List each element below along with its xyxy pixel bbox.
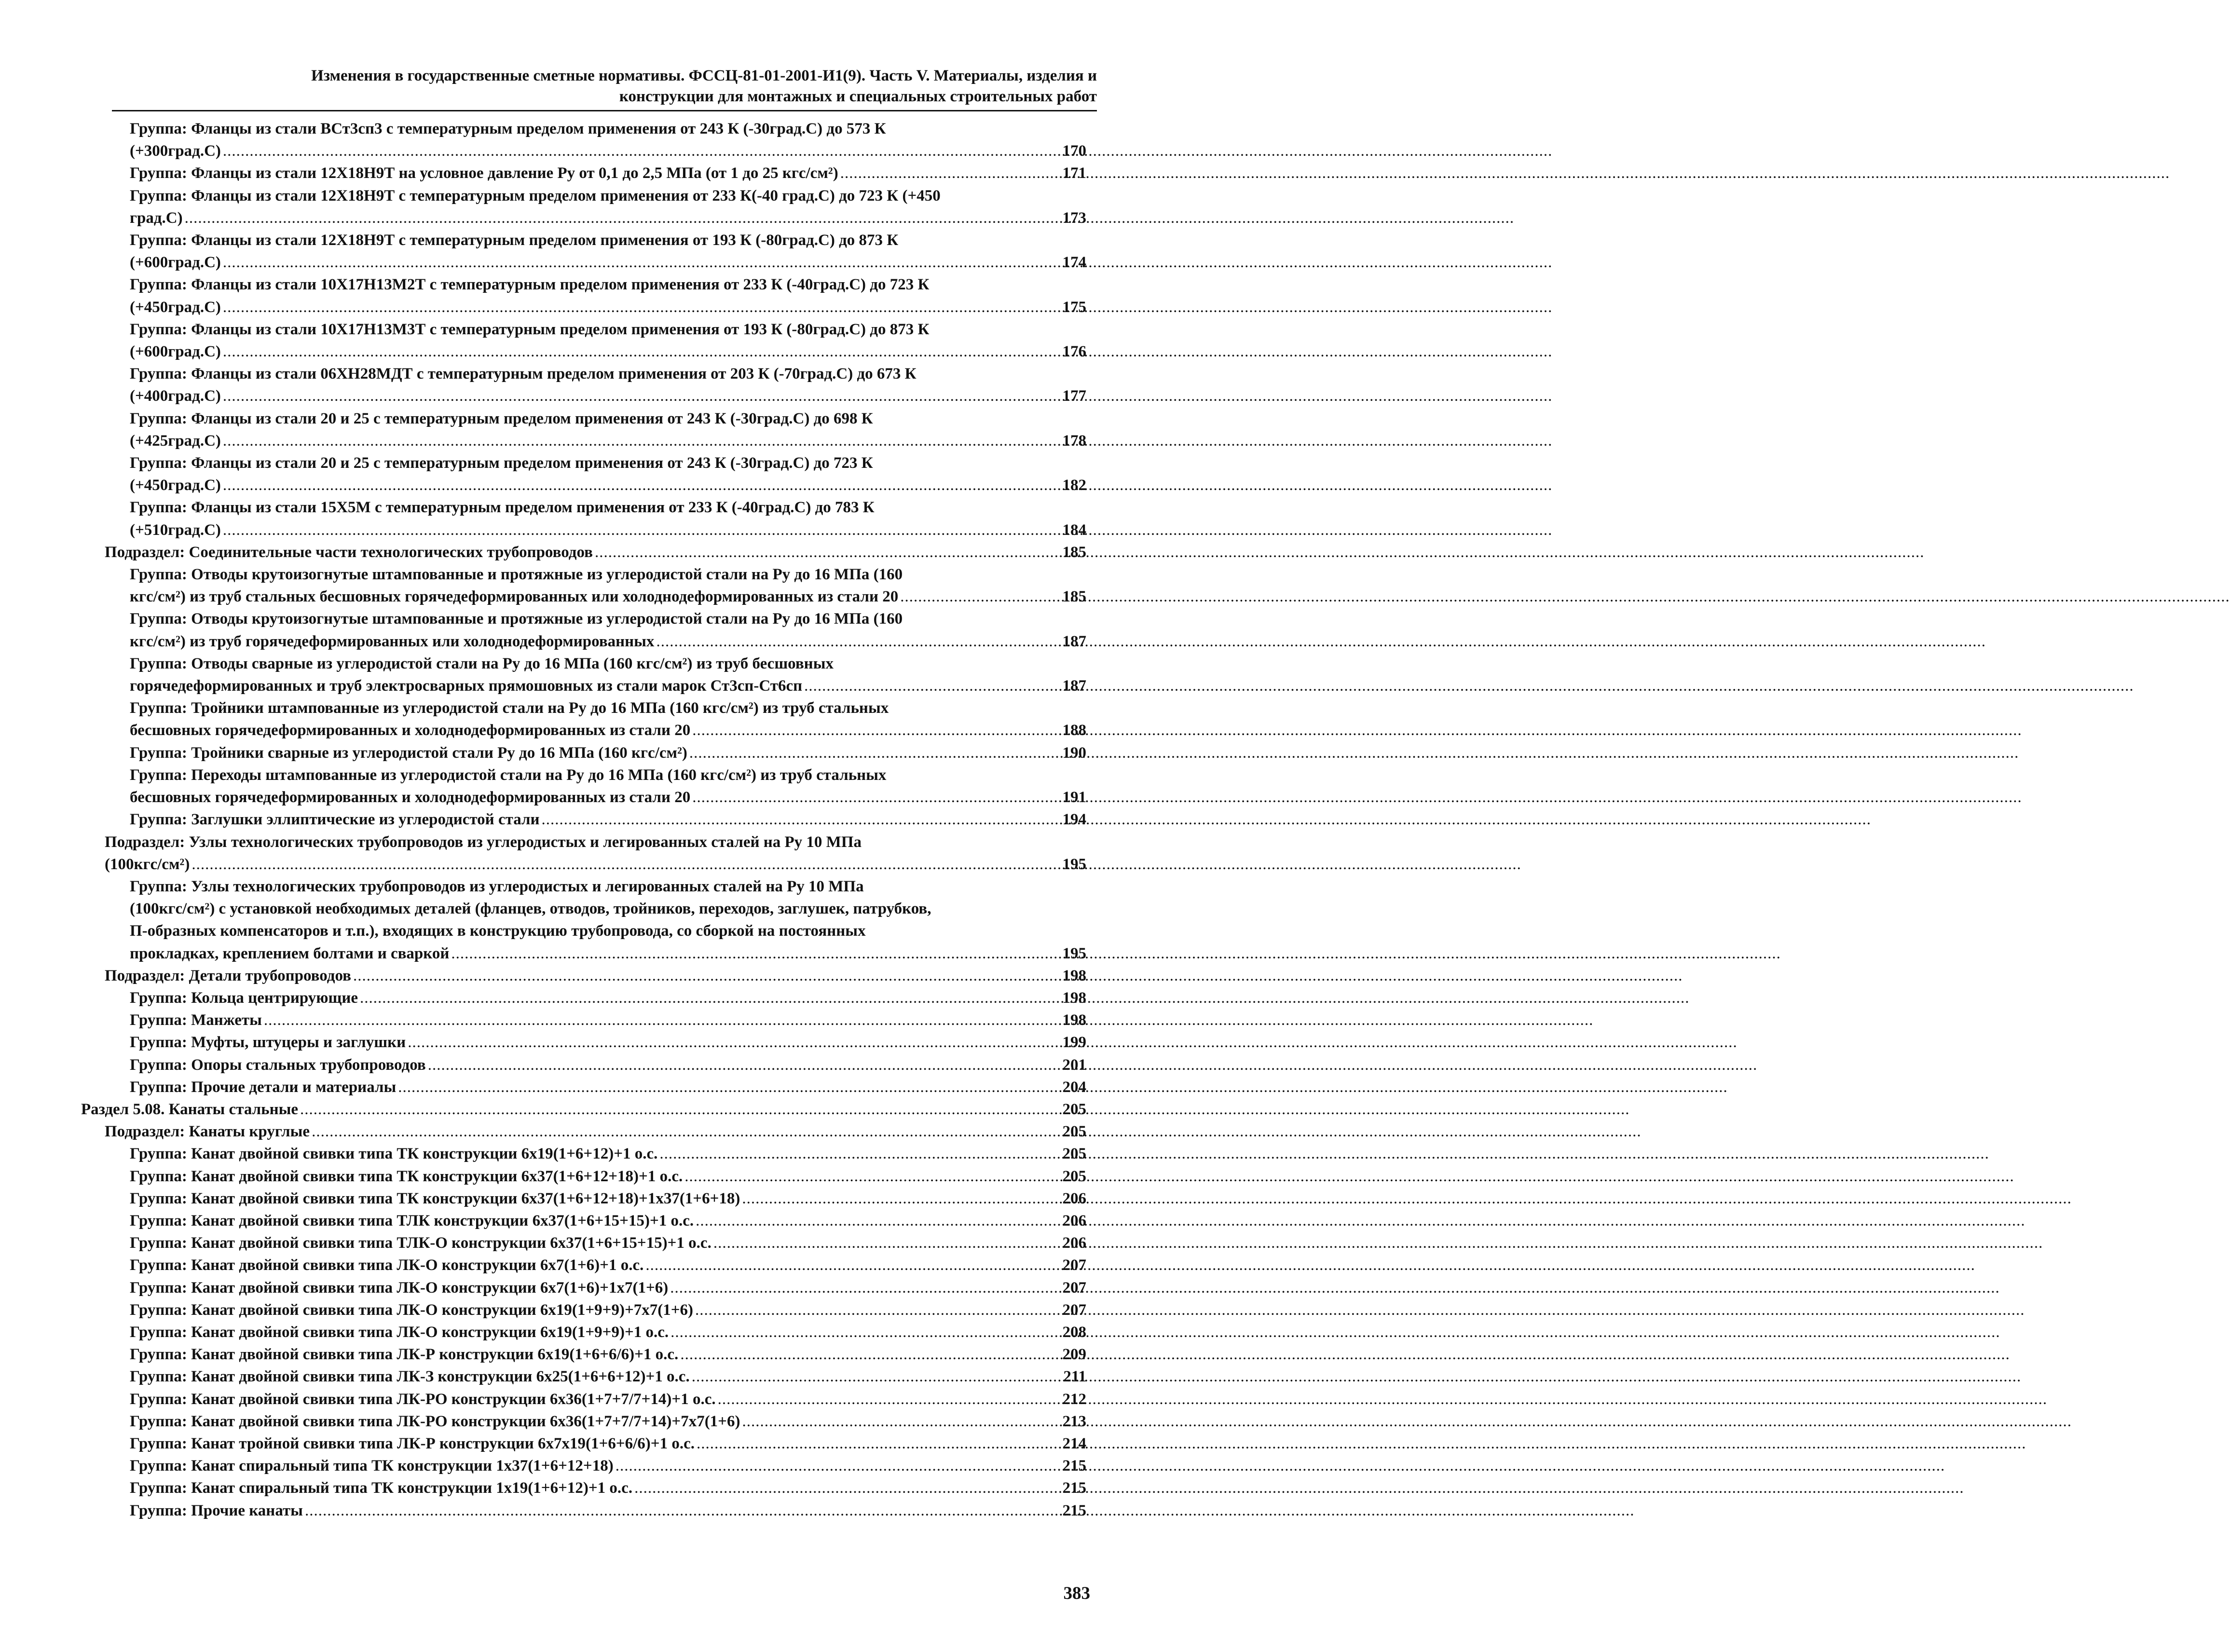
toc-entry-text: Группа: Отводы сварные из углеродистой стали на Ру до 16 МПа (160 кгс/см²) из труб бесшовных bbox=[130, 655, 834, 672]
toc-page-number: 206 bbox=[1062, 1189, 1086, 1207]
toc-group[interactable] bbox=[130, 452, 1086, 496]
toc-entry-text: (100кгс/см²) bbox=[105, 855, 190, 873]
toc-entry-text: (100кгс/см²) с установкой необходимых деталей (фланцев, отводов, тройников, переходов, заглушек, патрубков, bbox=[130, 900, 931, 918]
toc-group[interactable] bbox=[130, 1500, 1086, 1522]
toc-entry-last-line bbox=[105, 1120, 1086, 1143]
toc-group[interactable] bbox=[130, 1388, 1086, 1410]
toc-page-number: 198 bbox=[1062, 989, 1086, 1007]
toc-group[interactable] bbox=[130, 1076, 1086, 1098]
dot-leader bbox=[669, 1321, 1056, 1343]
toc-page-number: 184 bbox=[1062, 521, 1086, 539]
toc-entry-text: Группа: Опоры стальных трубопроводов bbox=[130, 1056, 426, 1074]
toc-entry-text: Группа: Фланцы из стали 12Х18Н9Т с температурным пределом применения от 193 К (-80град.С) до 873 К bbox=[130, 232, 899, 249]
dot-leader bbox=[298, 1098, 1056, 1120]
dot-leader bbox=[221, 474, 1056, 496]
toc-group[interactable] bbox=[130, 1254, 1086, 1276]
toc-group[interactable] bbox=[130, 563, 1086, 608]
header-line-1: Изменения в государственные сметные нормативы. ФССЦ-81-01-2001-И1(9). Часть V. Материалы, изделия и bbox=[311, 67, 1097, 84]
dot-leader bbox=[221, 430, 1056, 452]
toc-group[interactable] bbox=[130, 496, 1086, 541]
toc-entry-last-line bbox=[130, 1254, 1086, 1276]
toc-entry-text: горячедеформированных и труб электросварных прямошовных из стали марок Ст3сп-Ст6сп bbox=[130, 677, 803, 695]
dot-leader bbox=[898, 586, 1056, 608]
toc-page-number: 188 bbox=[1062, 722, 1086, 739]
dot-leader bbox=[396, 1076, 1056, 1098]
toc-entry-text: Группа: Канат двойной свивки типа ЛК-РО конструкции 6х36(1+7+7/7+14)+7х7(1+6) bbox=[130, 1412, 740, 1430]
toc-entry-last-line bbox=[130, 385, 1086, 407]
toc-entry-last-line bbox=[130, 1031, 1086, 1053]
toc-group[interactable] bbox=[130, 1343, 1086, 1365]
toc-page-number: 204 bbox=[1062, 1078, 1086, 1096]
toc-page-number: 199 bbox=[1062, 1034, 1086, 1051]
toc-page-number: 174 bbox=[1062, 254, 1086, 272]
toc-entry-text: Группа: Канат тройной свивки типа ЛК-Р конструкции 6х7х19(1+6+6/6)+1 о.с. bbox=[130, 1434, 695, 1452]
toc-entry-text: Группа: Фланцы из стали 10Х17Н13М2Т с температурным пределом применения от 233 К (-40град.С) до 723 К bbox=[130, 276, 930, 294]
toc-page-number: 207 bbox=[1062, 1301, 1086, 1319]
toc-entry-text: град.С) bbox=[130, 209, 183, 227]
toc-page-number: 177 bbox=[1062, 387, 1086, 405]
toc-entry-last-line bbox=[130, 1477, 1086, 1499]
toc-page-number: 175 bbox=[1062, 298, 1086, 316]
toc-entry-last-line bbox=[130, 742, 1086, 764]
dot-leader bbox=[221, 341, 1056, 363]
toc-group[interactable] bbox=[130, 1455, 1086, 1477]
toc-entry-text: Группа: Муфты, штуцеры и заглушки bbox=[130, 1034, 406, 1051]
table-of-contents bbox=[0, 118, 1168, 1522]
toc-entry-last-line bbox=[105, 853, 1086, 875]
toc-group[interactable] bbox=[130, 1165, 1086, 1188]
toc-group[interactable] bbox=[130, 1009, 1086, 1031]
dot-leader bbox=[183, 207, 1056, 229]
toc-page-number: 215 bbox=[1062, 1457, 1086, 1475]
toc-page-number: 206 bbox=[1062, 1234, 1086, 1252]
toc-page-number: 182 bbox=[1062, 477, 1086, 494]
toc-entry-text: Группа: Канат двойной свивки типа ЛК-Р конструкции 6х19(1+6+6/6)+1 о.с. bbox=[130, 1346, 679, 1364]
dot-leader bbox=[221, 251, 1056, 273]
toc-entry-last-line bbox=[105, 541, 1086, 563]
toc-entry-text: Группа: Канат двойной свивки типа ТЛК конструкции 6х37(1+6+15+15)+1 о.с. bbox=[130, 1212, 694, 1229]
toc-entry-last-line bbox=[105, 965, 1086, 987]
toc-group[interactable] bbox=[130, 742, 1086, 764]
toc-page-number: 208 bbox=[1062, 1323, 1086, 1341]
dot-leader bbox=[593, 541, 1056, 563]
toc-entry-text: Группа: Узлы технологических трубопроводов из углеродистых и легированных сталей на Ру 10 МПа bbox=[130, 877, 864, 895]
toc-entry-last-line bbox=[130, 1210, 1086, 1232]
toc-entry-last-line bbox=[130, 1143, 1086, 1165]
dot-leader bbox=[668, 1277, 1056, 1299]
toc-group[interactable] bbox=[130, 273, 1086, 318]
toc-entry-last-line bbox=[130, 942, 1086, 965]
dot-leader bbox=[449, 942, 1056, 965]
toc-page-number: 190 bbox=[1062, 744, 1086, 762]
dot-leader bbox=[426, 1054, 1056, 1076]
toc-entry-text: Группа: Фланцы из стали ВСт3сп3 с температурным пределом применения от 243 К (-30град.С) до 573 К bbox=[130, 120, 886, 137]
dot-leader bbox=[838, 162, 1056, 184]
toc-entry-text: Группа: Отводы крутоизогнутые штампованные и протяжные из углеродистой стали на Ру до 16 МПа (160 bbox=[130, 566, 903, 584]
dot-leader bbox=[540, 808, 1056, 831]
toc-entry-text: Раздел 5.08. Канаты стальные bbox=[81, 1100, 298, 1118]
toc-entry-last-line bbox=[130, 1188, 1086, 1210]
running-header bbox=[163, 66, 1097, 107]
toc-subsection[interactable] bbox=[105, 965, 1086, 987]
toc-page-number: 214 bbox=[1062, 1434, 1086, 1452]
dot-leader bbox=[310, 1120, 1056, 1143]
toc-entry-last-line bbox=[130, 1410, 1086, 1433]
toc-entry-text: (+425град.С) bbox=[130, 432, 221, 450]
dot-leader bbox=[221, 140, 1056, 162]
toc-entry-text: П-образных компенсаторов и т.п.), входящих в конструкцию трубопровода, со сборкой на постоянных bbox=[130, 922, 866, 940]
toc-entry-text: (+600град.С) bbox=[130, 343, 221, 361]
dot-leader bbox=[695, 1433, 1056, 1455]
toc-group[interactable] bbox=[130, 1188, 1086, 1210]
toc-entry-text: (+600град.С) bbox=[130, 254, 221, 272]
toc-entry-text: кгс/см²) из труб стальных бесшовных горячедеформированных или холоднодеформированных из стали 20 bbox=[130, 588, 899, 606]
toc-page-number: 173 bbox=[1062, 209, 1086, 227]
dot-leader bbox=[690, 786, 1056, 808]
toc-entry-text: Группа: Прочие канаты bbox=[130, 1502, 303, 1519]
toc-entry-last-line bbox=[130, 1455, 1086, 1477]
toc-entry-text: Группа: Отводы крутоизогнутые штампованные и протяжные из углеродистой стали на Ру до 16 МПа (160 bbox=[130, 610, 903, 628]
toc-entry-text: Группа: Канат спиральный типа ТК конструкции 1х19(1+6+12)+1 о.с. bbox=[130, 1479, 633, 1497]
toc-page-number: 209 bbox=[1062, 1346, 1086, 1364]
toc-entry-text: Группа: Канат двойной свивки типа ЛК-РО конструкции 6х36(1+7+7/7+14)+1 о.с. bbox=[130, 1390, 716, 1408]
toc-group[interactable] bbox=[130, 1143, 1086, 1165]
dot-leader bbox=[683, 1165, 1056, 1188]
toc-page-number: 185 bbox=[1062, 543, 1086, 561]
page-number: 383 bbox=[1063, 1584, 1090, 1603]
toc-group[interactable] bbox=[130, 162, 1086, 184]
toc-entry-text: Группа: Канат двойной свивки типа ЛК-О конструкции 6х19(1+9+9)+1 о.с. bbox=[130, 1323, 669, 1341]
toc-entry-text: (+300град.С) bbox=[130, 142, 221, 160]
toc-entry-text: Группа: Канат двойной свивки типа ЛК-О конструкции 6х7(1+6)+1х7(1+6) bbox=[130, 1279, 669, 1297]
toc-entry-last-line bbox=[130, 808, 1086, 831]
toc-entry-text: кгс/см²) из труб горячедеформированных или холоднодеформированных bbox=[130, 632, 655, 650]
header-line-2: конструкции для монтажных и специальных строительных работ bbox=[619, 88, 1097, 105]
toc-entry-last-line bbox=[130, 1299, 1086, 1321]
dot-leader bbox=[716, 1388, 1056, 1410]
toc-entry-text: Группа: Заглушки эллиптические из углеродистой стали bbox=[130, 811, 540, 829]
toc-entry-last-line bbox=[130, 1365, 1086, 1388]
toc-page-number: 213 bbox=[1062, 1412, 1086, 1430]
toc-group[interactable] bbox=[130, 1477, 1086, 1499]
dot-leader bbox=[711, 1232, 1056, 1254]
toc-page-number: 205 bbox=[1062, 1123, 1086, 1141]
toc-page-number: 212 bbox=[1062, 1390, 1086, 1408]
toc-entry-last-line bbox=[130, 1232, 1086, 1254]
toc-entry-text: Подраздел: Соединительные части технологических трубопроводов bbox=[105, 543, 593, 561]
dot-leader bbox=[351, 965, 1056, 987]
toc-entry-last-line bbox=[130, 341, 1086, 363]
toc-subsection[interactable] bbox=[105, 831, 1086, 875]
toc-entry-text: Группа: Канат двойной свивки типа ТК конструкции 6х37(1+6+12+18)+1 о.с. bbox=[130, 1167, 683, 1185]
toc-group[interactable] bbox=[130, 764, 1086, 808]
toc-entry-text: Группа: Канат двойной свивки типа ТК конструкции 6х37(1+6+12+18)+1х37(1+6+18) bbox=[130, 1189, 740, 1207]
dot-leader bbox=[687, 742, 1056, 764]
toc-entry-text: бесшовных горячедеформированных и холоднодеформированных из стали 20 bbox=[130, 789, 691, 806]
toc-page-number: 207 bbox=[1062, 1256, 1086, 1274]
dot-leader bbox=[693, 1299, 1056, 1321]
toc-entry-text: Группа: Канат спиральный типа ТК конструкции 1х37(1+6+12+18) bbox=[130, 1457, 614, 1475]
toc-page-number: 187 bbox=[1062, 632, 1086, 650]
toc-page-number: 215 bbox=[1062, 1502, 1086, 1519]
toc-entry-last-line bbox=[130, 987, 1086, 1009]
toc-entry-text: Группа: Канат двойной свивки типа ЛК-З конструкции 6х25(1+6+6+12)+1 о.с. bbox=[130, 1368, 690, 1386]
toc-entry-last-line bbox=[130, 474, 1086, 496]
toc-section[interactable] bbox=[81, 1098, 1086, 1120]
toc-page-number: 211 bbox=[1063, 1368, 1086, 1386]
dot-leader bbox=[690, 719, 1056, 741]
dot-leader bbox=[657, 1143, 1056, 1165]
dot-leader bbox=[221, 385, 1056, 407]
toc-group[interactable] bbox=[130, 363, 1086, 407]
toc-entry-text: Подраздел: Канаты круглые bbox=[105, 1123, 310, 1141]
toc-entry-last-line bbox=[130, 786, 1086, 808]
toc-page-number: 194 bbox=[1062, 811, 1086, 829]
toc-entry-text: бесшовных горячедеформированных и холоднодеформированных из стали 20 bbox=[130, 722, 691, 739]
toc-group[interactable] bbox=[130, 1277, 1086, 1299]
toc-page-number: 185 bbox=[1062, 588, 1086, 606]
toc-group[interactable] bbox=[130, 697, 1086, 741]
toc-entry-text: (+450град.С) bbox=[130, 477, 221, 494]
toc-page-number: 178 bbox=[1062, 432, 1086, 450]
toc-group[interactable] bbox=[130, 1433, 1086, 1455]
toc-group[interactable] bbox=[130, 1321, 1086, 1343]
toc-entry-last-line bbox=[130, 630, 1086, 653]
toc-group[interactable] bbox=[130, 653, 1086, 697]
toc-entry-last-line bbox=[130, 1054, 1086, 1076]
toc-entry-text: Группа: Канат двойной свивки типа ТК конструкции 6х19(1+6+12)+1 о.с. bbox=[130, 1145, 658, 1163]
toc-entry-text: Группа: Фланцы из стали 06ХН28МДТ с температурным пределом применения от 203 К (-70град.С) до 673 К bbox=[130, 365, 917, 383]
toc-entry-last-line bbox=[130, 1433, 1086, 1455]
toc-group[interactable] bbox=[130, 1365, 1086, 1388]
toc-entry-last-line bbox=[130, 207, 1086, 229]
toc-entry-last-line bbox=[130, 519, 1086, 541]
toc-entry-last-line bbox=[130, 1009, 1086, 1031]
toc-group[interactable] bbox=[130, 229, 1086, 273]
toc-group[interactable] bbox=[130, 185, 1086, 229]
dot-leader bbox=[406, 1031, 1056, 1053]
toc-entry-last-line bbox=[130, 1321, 1086, 1343]
toc-entry-last-line bbox=[130, 251, 1086, 273]
toc-entry-last-line bbox=[81, 1098, 1086, 1120]
toc-entry-text: Группа: Канат двойной свивки типа ЛК-О конструкции 6х19(1+9+9)+7х7(1+6) bbox=[130, 1301, 694, 1319]
toc-entry-text: Группа: Фланцы из стали 10Х17Н13М3Т с температурным пределом применения от 193 К (-80град.С) до 873 К bbox=[130, 320, 930, 338]
toc-page-number: 201 bbox=[1062, 1056, 1086, 1074]
dot-leader bbox=[654, 630, 1056, 653]
toc-entry-last-line bbox=[130, 140, 1086, 162]
toc-entry-last-line bbox=[130, 1277, 1086, 1299]
toc-entry-text: (+510град.С) bbox=[130, 521, 221, 539]
toc-page-number: 187 bbox=[1062, 677, 1086, 695]
toc-subsection[interactable] bbox=[105, 541, 1086, 563]
toc-group[interactable] bbox=[130, 1210, 1086, 1232]
toc-entry-last-line bbox=[130, 719, 1086, 741]
dot-leader bbox=[740, 1410, 1056, 1433]
dot-leader bbox=[632, 1477, 1056, 1499]
toc-entry-text: Группа: Тройники сварные из углеродистой стали Ру до 16 МПа (160 кгс/см²) bbox=[130, 744, 687, 762]
toc-page-number: 205 bbox=[1062, 1100, 1086, 1118]
toc-entry-last-line bbox=[130, 586, 1086, 608]
toc-entry-text: прокладках, креплением болтами и сваркой bbox=[130, 944, 450, 962]
toc-entry-last-line bbox=[130, 1388, 1086, 1410]
toc-entry-text: (+400град.С) bbox=[130, 387, 221, 405]
toc-page-number: 198 bbox=[1062, 1011, 1086, 1029]
toc-entry-text: Группа: Фланцы из стали 12Х18Н9Т на условное давление Ру от 0,1 до 2,5 МПа (от 1 до 25 кгс/см²) bbox=[130, 164, 838, 182]
toc-entry-text: Группа: Фланцы из стали 15Х5М с температурным пределом применения от 233 К (-40град.С) до 783 К bbox=[130, 499, 875, 517]
dot-leader bbox=[358, 987, 1056, 1009]
toc-entry-text: Подраздел: Узлы технологических трубопроводов из углеродистых и легированных сталей на Ру 10 МПа bbox=[105, 833, 862, 851]
dot-leader bbox=[690, 1365, 1056, 1388]
toc-entry-text: Группа: Тройники штампованные из углеродистой стали на Ру до 16 МПа (160 кгс/см²) из труб стальных bbox=[130, 699, 889, 717]
toc-entry-text: Группа: Фланцы из стали 20 и 25 с температурным пределом применения от 243 К (-30град.С) до 723 К bbox=[130, 454, 873, 472]
toc-entry-last-line bbox=[130, 1500, 1086, 1522]
toc-group[interactable] bbox=[130, 1410, 1086, 1433]
toc-group[interactable] bbox=[130, 1031, 1086, 1053]
dot-leader bbox=[802, 675, 1056, 697]
dot-leader bbox=[643, 1254, 1056, 1276]
toc-group[interactable] bbox=[130, 987, 1086, 1009]
dot-leader bbox=[303, 1500, 1056, 1522]
toc-entry-last-line bbox=[130, 1165, 1086, 1188]
toc-entry-last-line bbox=[130, 1343, 1086, 1365]
toc-group[interactable] bbox=[130, 1232, 1086, 1254]
dot-leader bbox=[221, 519, 1056, 541]
toc-page-number: 195 bbox=[1062, 944, 1086, 962]
toc-page-number: 176 bbox=[1062, 343, 1086, 361]
toc-group[interactable] bbox=[130, 1054, 1086, 1076]
toc-entry-last-line bbox=[130, 430, 1086, 452]
toc-page-number: 205 bbox=[1062, 1167, 1086, 1185]
toc-entry-text: Группа: Фланцы из стали 12Х18Н9Т с температурным пределом применения от 233 К(-40 град.С) до 723 К (+450 bbox=[130, 187, 941, 205]
header-rule bbox=[112, 110, 1097, 111]
toc-subsection[interactable] bbox=[105, 1120, 1086, 1143]
dot-leader bbox=[614, 1455, 1056, 1477]
toc-page-number: 195 bbox=[1062, 855, 1086, 873]
toc-group[interactable] bbox=[130, 608, 1086, 652]
toc-group[interactable] bbox=[130, 1299, 1086, 1321]
toc-entry-text: Группа: Канат двойной свивки типа ЛК-О конструкции 6х7(1+6)+1 о.с. bbox=[130, 1256, 644, 1274]
toc-page-number: 171 bbox=[1062, 164, 1086, 182]
dot-leader bbox=[221, 296, 1056, 318]
toc-group[interactable] bbox=[130, 408, 1086, 452]
toc-entry-text: Группа: Манжеты bbox=[130, 1011, 262, 1029]
toc-page-number: 215 bbox=[1062, 1479, 1086, 1497]
toc-entry-text: (+450град.С) bbox=[130, 298, 221, 316]
toc-page-number: 198 bbox=[1062, 967, 1086, 984]
toc-page-number: 205 bbox=[1062, 1145, 1086, 1163]
toc-entry-text: Группа: Переходы штампованные из углеродистой стали на Ру до 16 МПа (160 кгс/см²) из труб стальных bbox=[130, 766, 887, 784]
toc-entry-text: Группа: Канат двойной свивки типа ТЛК-О конструкции 6х37(1+6+15+15)+1 о.с. bbox=[130, 1234, 711, 1252]
toc-entry-last-line bbox=[130, 675, 1086, 697]
toc-entry-last-line bbox=[130, 162, 1086, 184]
toc-page-number: 170 bbox=[1062, 142, 1086, 160]
toc-entry-text: Подраздел: Детали трубопроводов bbox=[105, 967, 352, 984]
toc-entry-text: Группа: Прочие детали и материалы bbox=[130, 1078, 397, 1096]
toc-group[interactable] bbox=[130, 118, 1086, 162]
dot-leader bbox=[190, 853, 1056, 875]
toc-page-number: 207 bbox=[1062, 1279, 1086, 1297]
toc-page-number: 206 bbox=[1062, 1212, 1086, 1229]
toc-entry-text: Группа: Кольца центрирующие bbox=[130, 989, 358, 1007]
toc-group[interactable] bbox=[130, 318, 1086, 363]
toc-group[interactable] bbox=[130, 875, 1086, 965]
dot-leader bbox=[262, 1009, 1056, 1031]
toc-entry-text: Группа: Фланцы из стали 20 и 25 с температурным пределом применения от 243 К (-30град.С) до 698 К bbox=[130, 410, 873, 427]
dot-leader bbox=[678, 1343, 1056, 1365]
toc-group[interactable] bbox=[130, 808, 1086, 831]
dot-leader bbox=[740, 1188, 1056, 1210]
toc-page-number: 191 bbox=[1062, 789, 1086, 806]
toc-entry-last-line bbox=[130, 296, 1086, 318]
dot-leader bbox=[694, 1210, 1056, 1232]
toc-entry-last-line bbox=[130, 1076, 1086, 1098]
